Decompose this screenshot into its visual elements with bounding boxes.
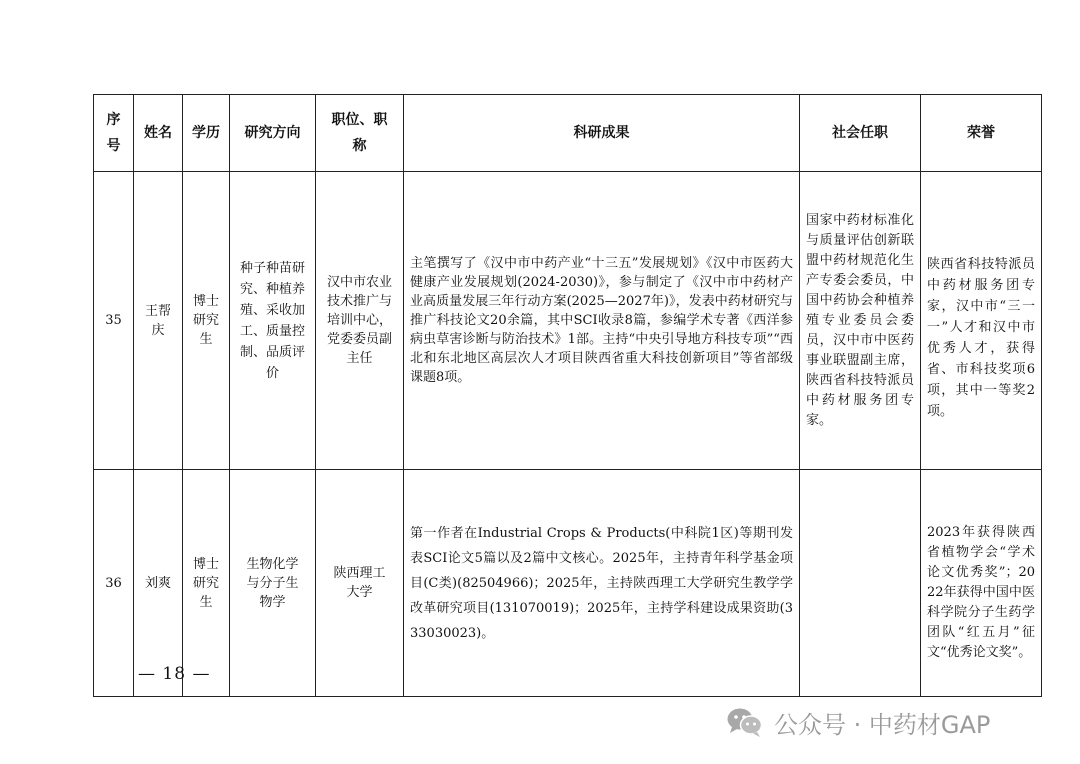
watermark-text: 公众号 · 中药材GAP (774, 710, 991, 739)
header-achievements: 科研成果 (404, 95, 800, 172)
row-social: 国家中药材标准化与质量评估创新联盟中药材规范化生产专委会委员，中国中药协会种植养殖专业委员会委员，汉中市中医药事业联盟副主席，陕西省科技特派员中药材服务团专家。 (800, 172, 921, 470)
header-social: 社会任职 (800, 95, 921, 172)
table-row (94, 172, 1042, 470)
row-index: 36 (94, 470, 134, 697)
row-research: 种子种苗研究、种植养殖、采收加工、质量控制、品质评价 (230, 172, 316, 470)
header-education: 学历 (183, 95, 230, 172)
row-position: 汉中市农业技术推广与培训中心，党委委员副主任 (316, 172, 404, 470)
header-index: 序号 (94, 95, 134, 172)
table-row (94, 470, 1042, 697)
header-name: 姓名 (134, 95, 183, 172)
row-honors: 2023年获得陕西省植物学会“学术论文优秀奖”；2022年获得中国中医科学院分子生药学团队“红五月”征文“优秀论文奖”。 (921, 470, 1042, 697)
header-honors: 荣誉 (921, 95, 1042, 172)
row-index: 35 (94, 172, 134, 470)
table-header-row (94, 95, 1042, 172)
row-education: 博士研究生 (183, 172, 230, 470)
header-research: 研究方向 (230, 95, 316, 172)
row-position: 陕西理工大学 (316, 470, 404, 697)
wechat-icon (726, 706, 764, 738)
page-number: — 18 — (138, 664, 211, 684)
row-honors: 陕西省科技特派员中药材服务团专家，汉中市“三一一”人才和汉中市优秀人才，获得省、市科技奖项6项，其中一等奖2项。 (921, 172, 1042, 470)
row-education: 博士研究生 (183, 470, 230, 697)
watermark (726, 702, 990, 742)
row-achievements: 第一作者在Industrial Crops & Products(中科院1区)等期刊发表SCI论文5篇以及2篇中文核心。2025年，主持青年科学基金项目(C类)(82504966)；2025年，主持陕西理工大学研究生教学学改革研究项目(131070019)；2025年，主持学科建设成果资助(333030023)。 (404, 470, 800, 697)
row-achievements: 主笔撰写了《汉中市中药产业“十三五”发展规划》《汉中市医药大健康产业发展规划(2024-2030)》，参与制定了《汉中市中药材产业高质量发展三年行动方案(2025—2027年)》，发表中药材研究与推广科技论文20余篇，其中SCI收录8篇，参编学术专著《西洋参病虫草害诊断与防治技术》1部。主持“中央引导地方科技专项”“西北和东北地区高层次人才项目陕西省重大科技创新项目”等省部级课题8项。 (404, 172, 800, 470)
row-name: 刘爽 (134, 470, 183, 697)
header-position: 职位、职称 (316, 95, 404, 172)
row-research: 生物化学与分子生物学 (230, 470, 316, 697)
expert-table (93, 94, 1042, 697)
row-name: 王帮庆 (134, 172, 183, 470)
row-social (800, 470, 921, 697)
